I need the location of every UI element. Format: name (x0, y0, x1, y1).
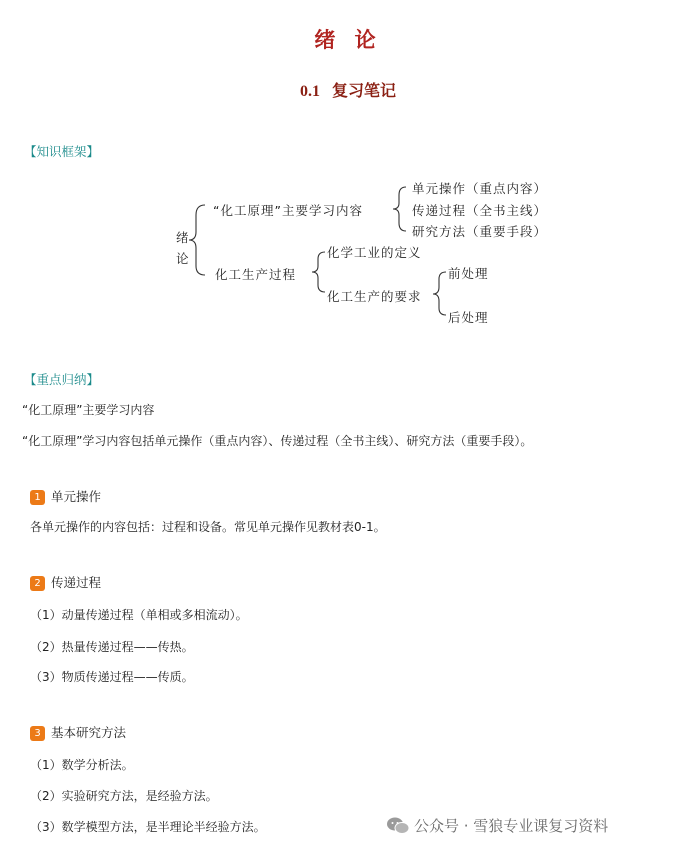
section-line: （3）数学模型方法，是半理论半经验方法。 (30, 820, 266, 834)
branch1-brace (393, 187, 406, 231)
section-heading-text: 基本研究方法 (51, 725, 127, 740)
section-number: 0.1 (299, 83, 320, 100)
framework-branch2-item: 化工生产的要求 (327, 289, 422, 304)
section-number-badge: 3 (30, 726, 45, 741)
framework-branch1: “化工原理”主要学习内容 (213, 203, 363, 218)
section-heading-text: 传递过程 (51, 575, 102, 590)
framework-root-char-2: 论 (176, 251, 190, 266)
framework-branch2: 化工生产过程 (215, 267, 297, 282)
wechat-icon (386, 815, 410, 835)
page-title: 绪 论 (314, 28, 382, 52)
framework-requirement-item: 后处理 (448, 310, 489, 325)
section-heading-transfer-process (30, 573, 101, 591)
section-subtitle-text: 复习笔记 (331, 81, 396, 100)
summary-line: “化工原理”学习内容包括单元操作（重点内容）、传递过程（全书主线）、研究方法（重要手段）。 (22, 434, 533, 448)
framework-requirement-item: 前处理 (448, 266, 489, 281)
summary-line: “化工原理”主要学习内容 (22, 403, 155, 417)
root-brace (189, 205, 205, 275)
section-number-badge: 2 (30, 576, 45, 591)
section-line: （1）数学分析法。 (30, 758, 134, 772)
section-heading-research-methods (30, 723, 126, 741)
section-line: （2）热量传递过程——传热。 (30, 640, 194, 654)
framework-heading: 【知识框架】 (24, 144, 100, 159)
section-line: （2）实验研究方法，是经验方法。 (30, 789, 218, 803)
requirement-brace (433, 272, 446, 315)
framework-root-char-1: 绪 (176, 230, 190, 245)
section-line: （1）动量传递过程（单相或多相流动）。 (30, 608, 248, 622)
section-heading-unit-operations (30, 487, 101, 505)
framework-branch1-item: 单元操作（重点内容） (412, 181, 548, 196)
section-heading-text: 单元操作 (51, 489, 102, 504)
framework-branch1-item: 传递过程（全书主线） (412, 203, 548, 218)
watermark (386, 815, 608, 836)
framework-branch1-item: 研究方法（重要手段） (412, 224, 548, 239)
summary-heading: 【重点归纳】 (24, 372, 100, 387)
framework-branch2-item: 化学工业的定义 (327, 245, 422, 260)
section-number-badge: 1 (30, 490, 45, 505)
watermark-text: 公众号 · 雪狼专业课复习资料 (414, 817, 609, 835)
section-line: 各单元操作的内容包括：过程和设备。常见单元操作见教材表0-1。 (30, 520, 386, 534)
section-line: （3）物质传递过程——传质。 (30, 670, 194, 684)
branch2-brace (312, 252, 325, 292)
